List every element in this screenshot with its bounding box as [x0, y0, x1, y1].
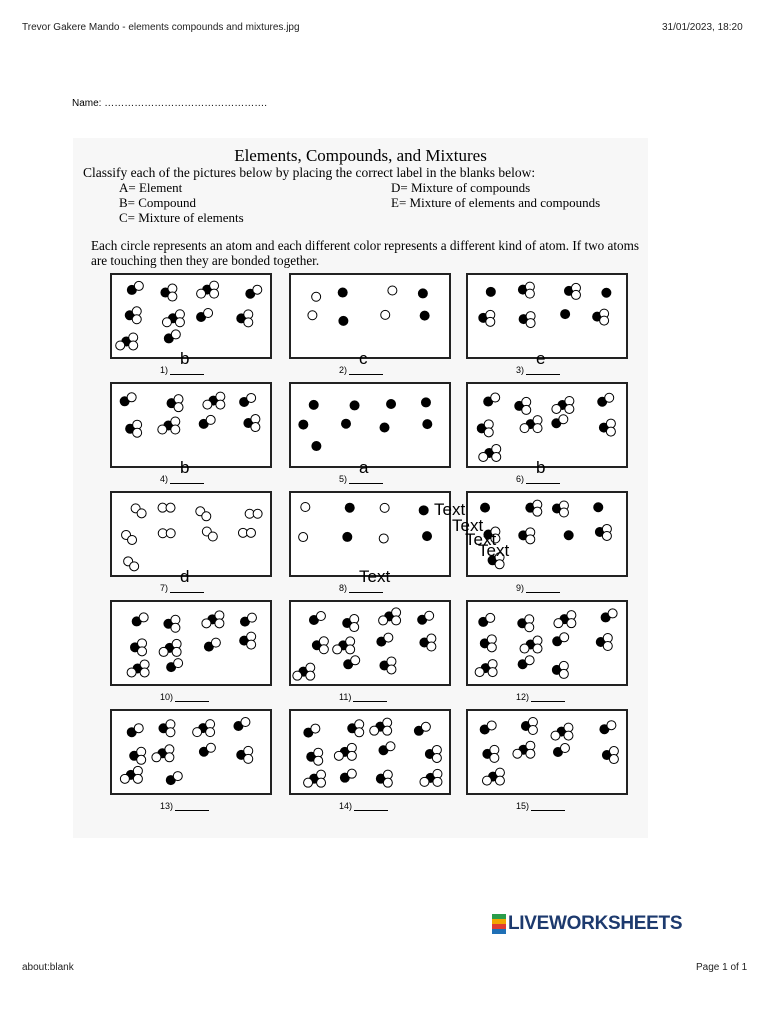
molecule-diagram: [291, 275, 453, 361]
diagram-box-10: [110, 600, 272, 686]
option-e: E= Mixture of elements and compounds: [391, 195, 601, 210]
answer-blank-line: [526, 584, 560, 593]
answer-field-7[interactable]: d: [180, 567, 190, 586]
molecule-diagram: [112, 384, 274, 470]
option-d: D= Mixture of compounds: [391, 180, 531, 195]
diagram-box-3: [466, 273, 628, 359]
item-number-11: 11): [339, 692, 387, 702]
worksheet-instruction: Classify each of the pictures below by placing the correct label in the blanks below:: [83, 165, 536, 180]
stray-text-2[interactable]: Text: [452, 516, 484, 535]
answer-blank-line: [175, 802, 209, 811]
browser-print-datetime: 31/01/2023, 18:20: [662, 22, 743, 33]
item-number-8: 8): [339, 583, 383, 593]
molecule-diagram: [468, 384, 630, 470]
answer-blank-line: [175, 693, 209, 702]
molecule-diagram: [468, 602, 630, 688]
molecule-diagram: [112, 493, 274, 579]
worksheet-description: Each circle represents an atom and each different color represents a different kind of atom. If two atoms are touching then they are bonded together.: [91, 238, 640, 268]
diagram-box-12: [466, 600, 628, 686]
stray-text-1[interactable]: Text: [434, 500, 466, 519]
item-number-4: 4): [160, 474, 204, 484]
answer-field-2[interactable]: c: [359, 349, 368, 368]
item-number-9: 9): [516, 583, 560, 593]
item-number-2: 2): [339, 365, 383, 375]
item-number-14: 14): [339, 801, 388, 811]
answer-field-3[interactable]: e: [536, 349, 546, 368]
item-number-10: 10): [160, 692, 209, 702]
item-number-6: 6): [516, 474, 560, 484]
molecule-diagram: [468, 711, 630, 797]
browser-print-title: Trevor Gakere Mando - elements compounds and mixtures.jpg: [22, 22, 300, 33]
answer-blank-line: [531, 693, 565, 702]
name-field-label: Name: ………………………………………….: [72, 98, 268, 109]
stray-text-4[interactable]: Text: [478, 541, 510, 560]
liveworksheets-logo: [492, 912, 682, 936]
diagram-box-6: [466, 382, 628, 468]
item-number-12: 12): [516, 692, 565, 702]
worksheet-title: Elements, Compounds, and Mixtures: [234, 146, 487, 165]
answer-field-4[interactable]: b: [180, 458, 190, 477]
answer-field-5[interactable]: a: [359, 458, 369, 477]
answer-blank-line: [354, 802, 388, 811]
item-number-15: 15): [516, 801, 565, 811]
diagram-box-1: [110, 273, 272, 359]
liveworksheets-logo-icon: [492, 914, 506, 934]
molecule-diagram: [112, 602, 274, 688]
diagram-box-7: [110, 491, 272, 577]
item-number-13: 13): [160, 801, 209, 811]
browser-print-url: about:blank: [22, 962, 74, 973]
stray-text-3[interactable]: Text: [465, 530, 497, 549]
item-number-3: 3): [516, 365, 560, 375]
molecule-diagram: [112, 711, 274, 797]
molecule-diagram: [468, 275, 630, 361]
answer-field-6[interactable]: b: [536, 458, 546, 477]
answer-field-1[interactable]: b: [180, 349, 190, 368]
diagram-box-13: [110, 709, 272, 795]
molecule-diagram: [291, 384, 453, 470]
diagram-box-2: [289, 273, 451, 359]
molecule-diagram: [291, 711, 453, 797]
diagram-box-4: [110, 382, 272, 468]
answer-blank-line: [531, 802, 565, 811]
answer-field-8[interactable]: Text: [359, 567, 391, 586]
diagram-box-15: [466, 709, 628, 795]
item-number-7: 7): [160, 583, 204, 593]
molecule-diagram: [291, 602, 453, 688]
diagram-box-11: [289, 600, 451, 686]
item-number-1: 1): [160, 365, 204, 375]
item-number-5: 5): [339, 474, 383, 484]
diagram-box-8: [289, 491, 451, 577]
option-b: B= Compound: [119, 195, 197, 210]
liveworksheets-logo-text: LIVEWORKSHEETS: [508, 913, 683, 934]
option-c: C= Mixture of elements: [119, 210, 244, 225]
molecule-diagram: [112, 275, 274, 361]
diagram-box-5: [289, 382, 451, 468]
answer-blank-line: [353, 693, 387, 702]
diagram-box-14: [289, 709, 451, 795]
browser-print-page: Page 1 of 1: [696, 962, 748, 973]
option-a: A= Element: [119, 180, 183, 195]
